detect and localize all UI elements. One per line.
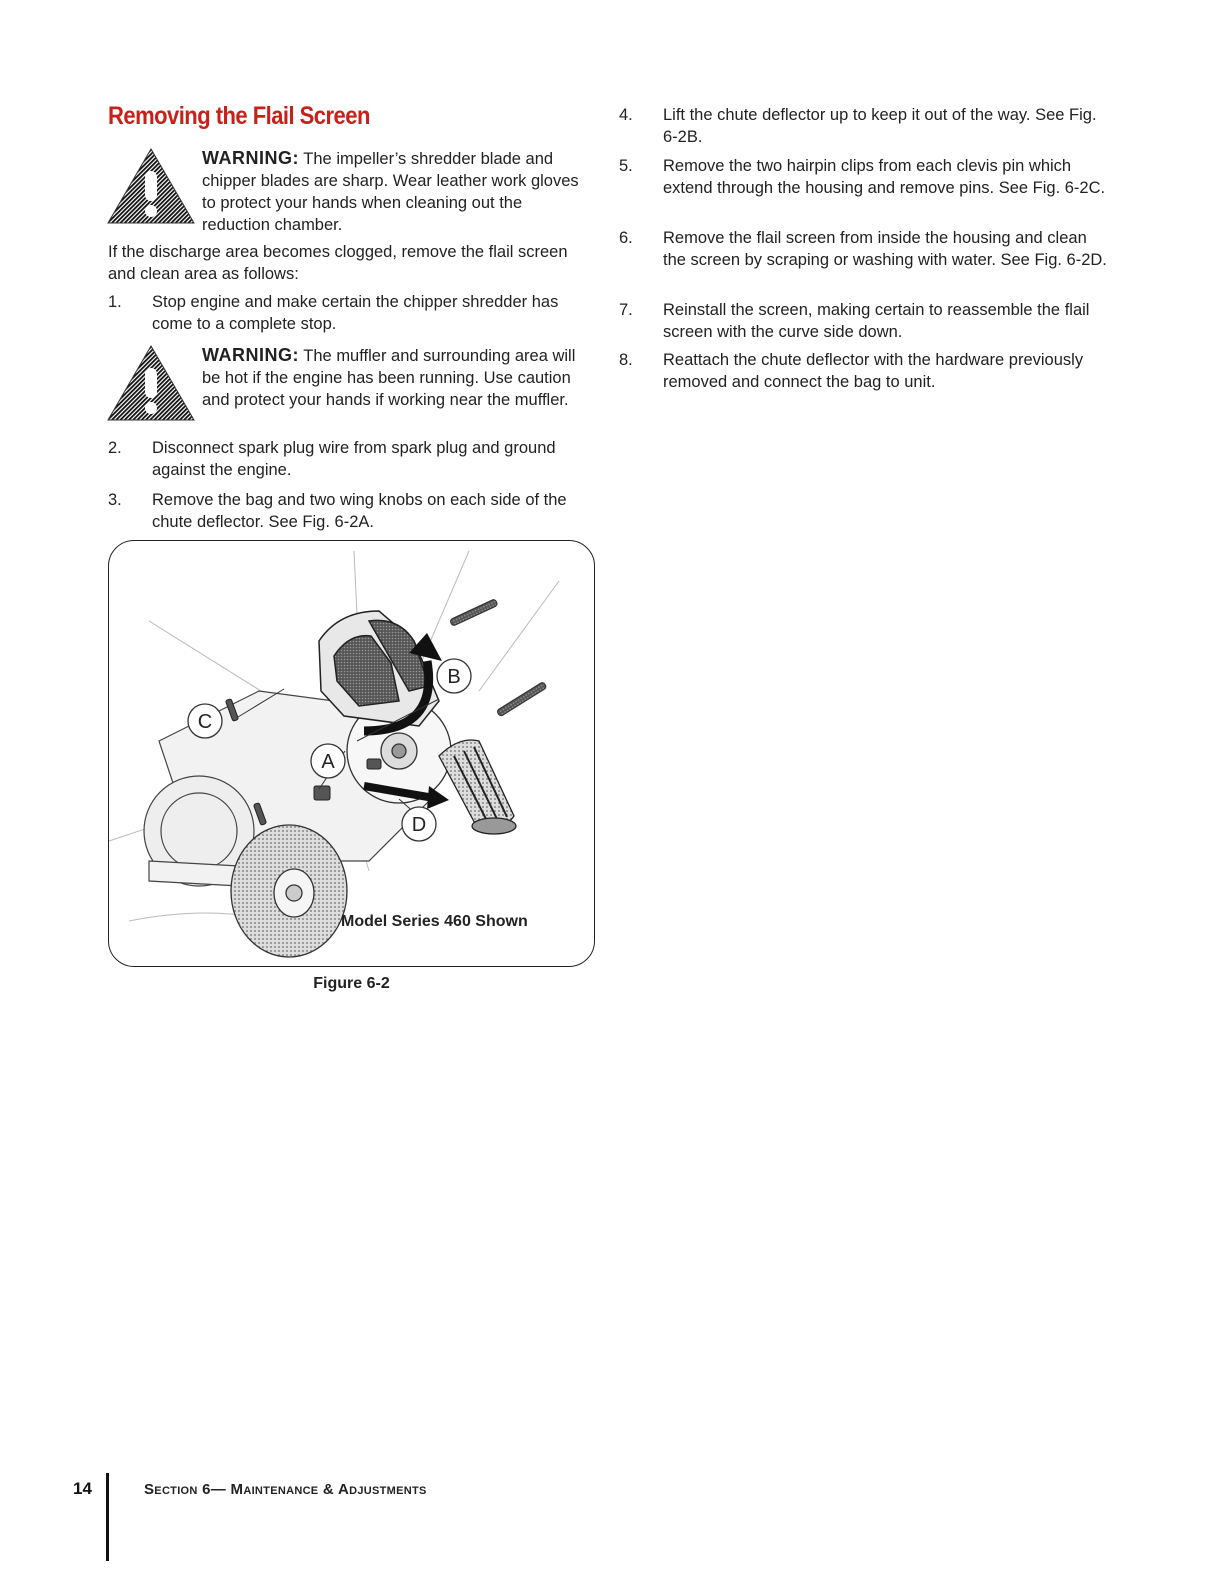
step-text: Remove the flail screen from inside the housing and clean the screen by scraping or washing with water. See Fig. 6-2D. xyxy=(663,229,1107,269)
warning-body: The muffler and surrounding area will be hot if the engine has been running. Use caution and protect your hands if working near the muffler. xyxy=(202,347,576,409)
callout-c-label: C xyxy=(197,711,213,733)
warning-block-sharp-blades xyxy=(106,147,588,236)
warning-label: WARNING: xyxy=(202,148,299,168)
step-5 xyxy=(619,155,1109,199)
step-8 xyxy=(619,349,1109,393)
callout-a-label: A xyxy=(321,751,335,773)
step-text: Remove the bag and two wing knobs on each side of the chute deflector. See Fig. 6-2A. xyxy=(152,491,567,531)
figure-caption: Figure 6-2 xyxy=(313,975,390,992)
step-number: 2. xyxy=(108,439,122,457)
figure-6-2 xyxy=(108,540,595,967)
step-number: 5. xyxy=(619,157,633,175)
step-4 xyxy=(619,104,1109,148)
warning-block-hot-muffler xyxy=(106,344,588,411)
step-text: Lift the chute deflector up to keep it out of the way. See Fig. 6-2B. xyxy=(663,106,1097,146)
step-text: Disconnect spark plug wire from spark plug and ground against the engine. xyxy=(152,439,556,479)
step-text: Stop engine and make certain the chipper shredder has come to a complete stop. xyxy=(152,293,559,333)
step-number: 1. xyxy=(108,293,122,311)
footer-section-title: Section 6— Maintenance & Adjustments xyxy=(144,1481,427,1498)
callout-d xyxy=(402,807,436,841)
step-6 xyxy=(619,227,1109,271)
chipper-shredder-illustration xyxy=(109,541,595,967)
step-1 xyxy=(108,291,578,335)
warning-triangle-icon xyxy=(106,147,196,225)
step-number: 3. xyxy=(108,491,122,509)
footer-divider xyxy=(106,1473,109,1561)
step-2 xyxy=(108,437,578,481)
warning-triangle-icon xyxy=(106,344,196,422)
section-title: Removing the Flail Screen xyxy=(108,102,370,130)
callout-b-label: B xyxy=(447,666,461,688)
warning-text xyxy=(202,147,588,236)
model-series-label: Model Series 460 Shown xyxy=(341,913,528,930)
intro-paragraph: If the discharge area becomes clogged, remove the flail screen and clean area as follows: xyxy=(108,243,568,283)
step-text: Reattach the chute deflector with the hardware previously removed and connect the bag to unit. xyxy=(663,351,1084,391)
step-text: Reinstall the screen, making certain to reassemble the flail screen with the curve side down. xyxy=(663,301,1090,341)
warning-label: WARNING: xyxy=(202,345,299,365)
step-number: 6. xyxy=(619,229,633,247)
callout-a xyxy=(311,744,345,778)
step-7 xyxy=(619,299,1109,343)
step-number: 8. xyxy=(619,351,633,369)
callout-b xyxy=(437,659,471,693)
warning-text xyxy=(202,344,588,411)
callout-c xyxy=(188,704,222,738)
page-number: 14 xyxy=(73,1479,92,1498)
warning-body: The impeller’s shredder blade and chipper blades are sharp. Wear leather work gloves to protect your hands when cleaning out the reduction chamber. xyxy=(202,150,579,234)
step-number: 4. xyxy=(619,106,633,124)
step-text: Remove the two hairpin clips from each clevis pin which extend through the housing and remove pins. See Fig. 6-2C. xyxy=(663,157,1106,197)
callout-d-label: D xyxy=(411,814,427,836)
step-number: 7. xyxy=(619,301,633,319)
step-3 xyxy=(108,489,578,533)
